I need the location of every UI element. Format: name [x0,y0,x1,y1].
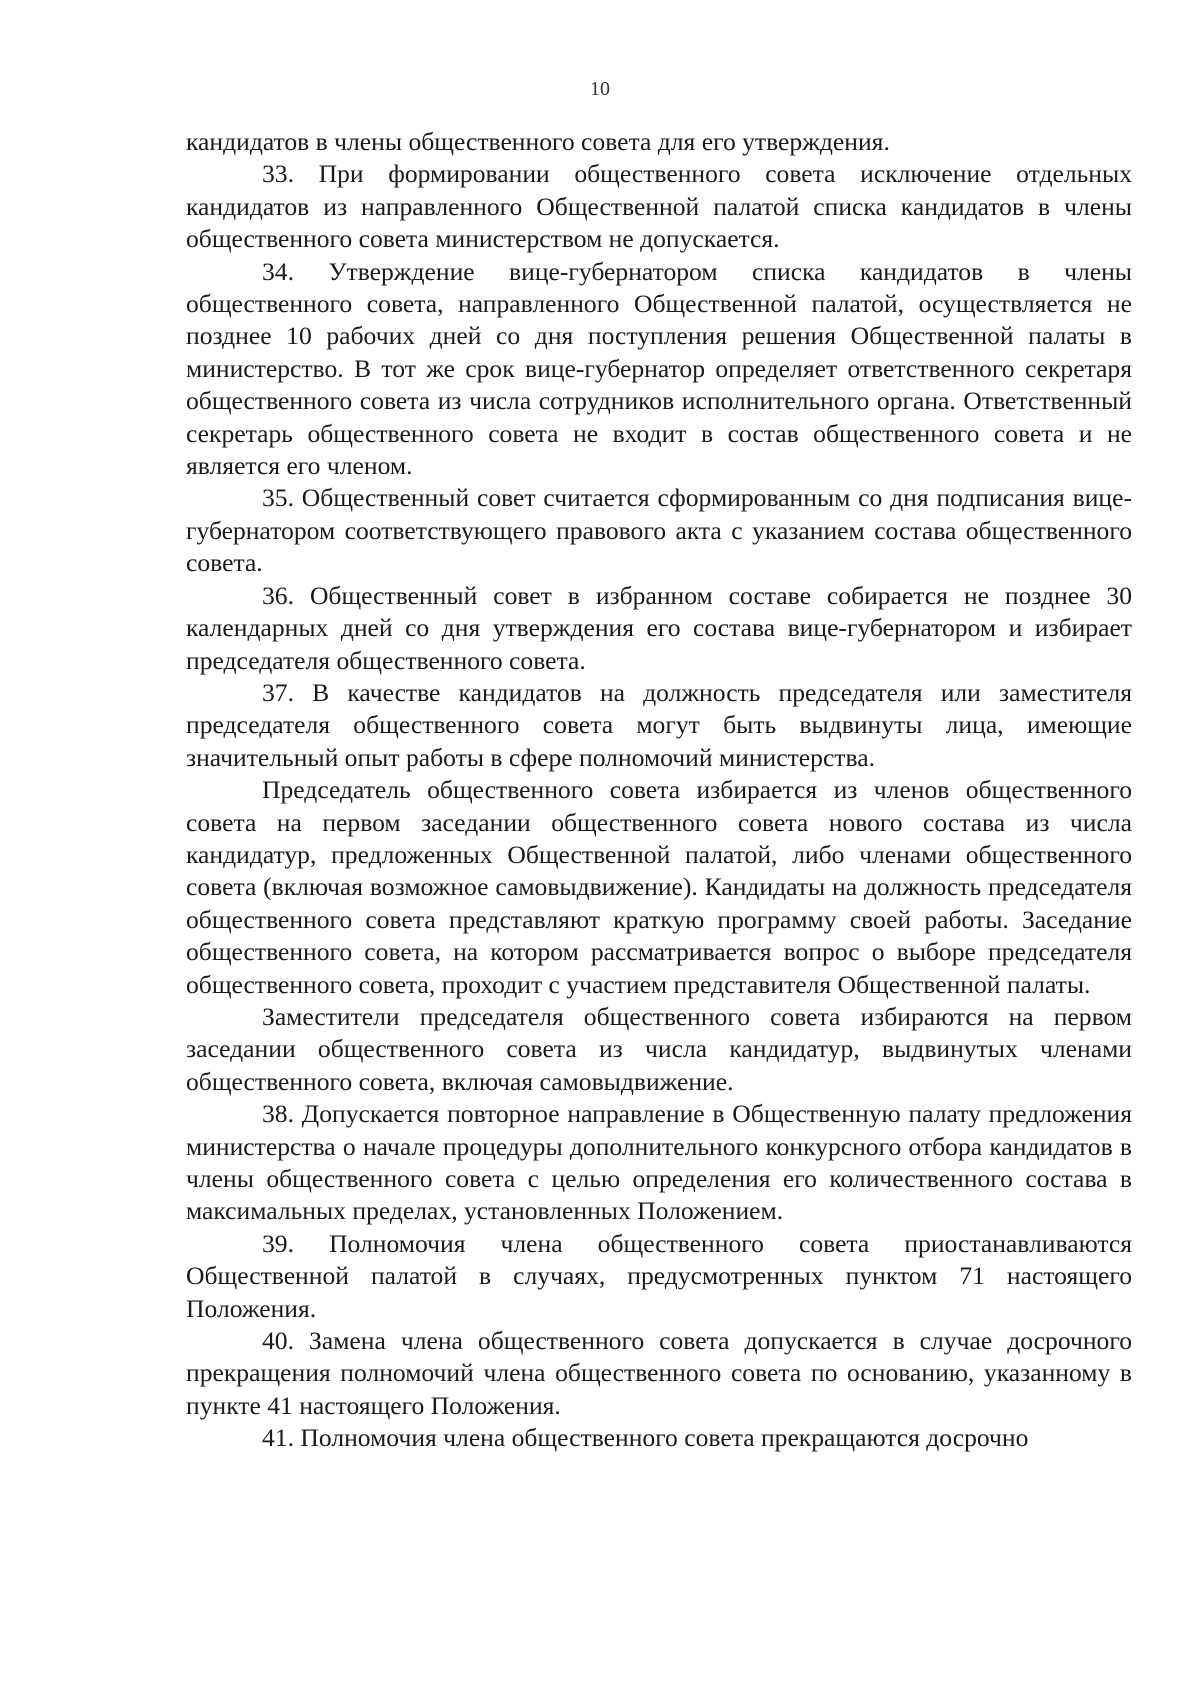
paragraph-36: 36. Общественный совет в избранном составе собирается не позднее 30 календарных дней со дня утверждения его состава вице-губернатором и избирает председателя общественного совета. [186,580,1132,675]
page-number: 10 [590,78,610,100]
paragraph-37-deputies: Заместители председателя общественного совета избираются на первом заседании общественного совета из числа кандидатур, выдвинутых членами общественного совета, включая самовыдвижение. [186,1001,1132,1096]
paragraph-41: 41. Полномочия члена общественного совета прекращаются досрочно [262,1423,1029,1453]
document-body [186,126,1132,1455]
paragraph-39: 39. Полномочия члена общественного совета приостанавливаются Общественной палатой в случаях, предусмотренных пунктом 71 настоящего Положения. [186,1228,1132,1323]
paragraph-40: 40. Замена члена общественного совета допускается в случае досрочного прекращения полномочий члена общественного совета по основанию, указанному в пункте 41 настоящего Положения. [186,1326,1132,1420]
paragraph-34: 34. Утверждение вице-губернатором списка кандидатов в члены общественного совета, направленного Общественной палатой, осуществляется не позднее 10 рабочих дней со дня поступления решения Общественной палаты в министерство. В тот же срок вице-губернатор определяет ответственного секретаря общественного совета из числа сотрудников исполнительного органа. Ответственный секретарь общественного совета не входит в состав общественного совета и не является его членом. [186,256,1132,481]
paragraph-continuation: кандидатов в члены общественного совета для его утверждения. [186,127,890,156]
paragraph-35: 35. Общественный совет считается сформированным со дня подписания вице-губернатором соответствующего правового акта с указанием состава общественного совета. [186,483,1132,578]
paragraph-38: 38. Допускается повторное направление в Общественную палату предложения министерства о начале процедуры дополнительного конкурсного отбора кандидатов в члены общественного совета с целью определения его количественного состава в максимальных пределах, установленных Положением. [186,1099,1132,1226]
paragraph-37-chairman: Председатель общественного совета избирается из членов общественного совета на первом заседании общественного совета нового состава из числа кандидатур, предложенных Общественной палатой, либо членами общественного совета (включая возможное самовыдвижение). Кандидаты на должность председателя общественного совета представляют краткую программу своей работы. Заседание общественного совета, на котором рассматривается вопрос о выборе председателя общественного совета, проходит с участием представителя Общественной палаты. [186,775,1132,999]
paragraph-37: 37. В качестве кандидатов на должность председателя или заместителя председателя общественного совета могут быть выдвинуты лица, имеющие значительный опыт работы в сфере полномочий министерства. [186,677,1132,772]
paragraph-33: 33. При формировании общественного совета исключение отдельных кандидатов из направленного Общественной палатой списка кандидатов в члены общественного совета министерством не допускается. [186,159,1132,254]
